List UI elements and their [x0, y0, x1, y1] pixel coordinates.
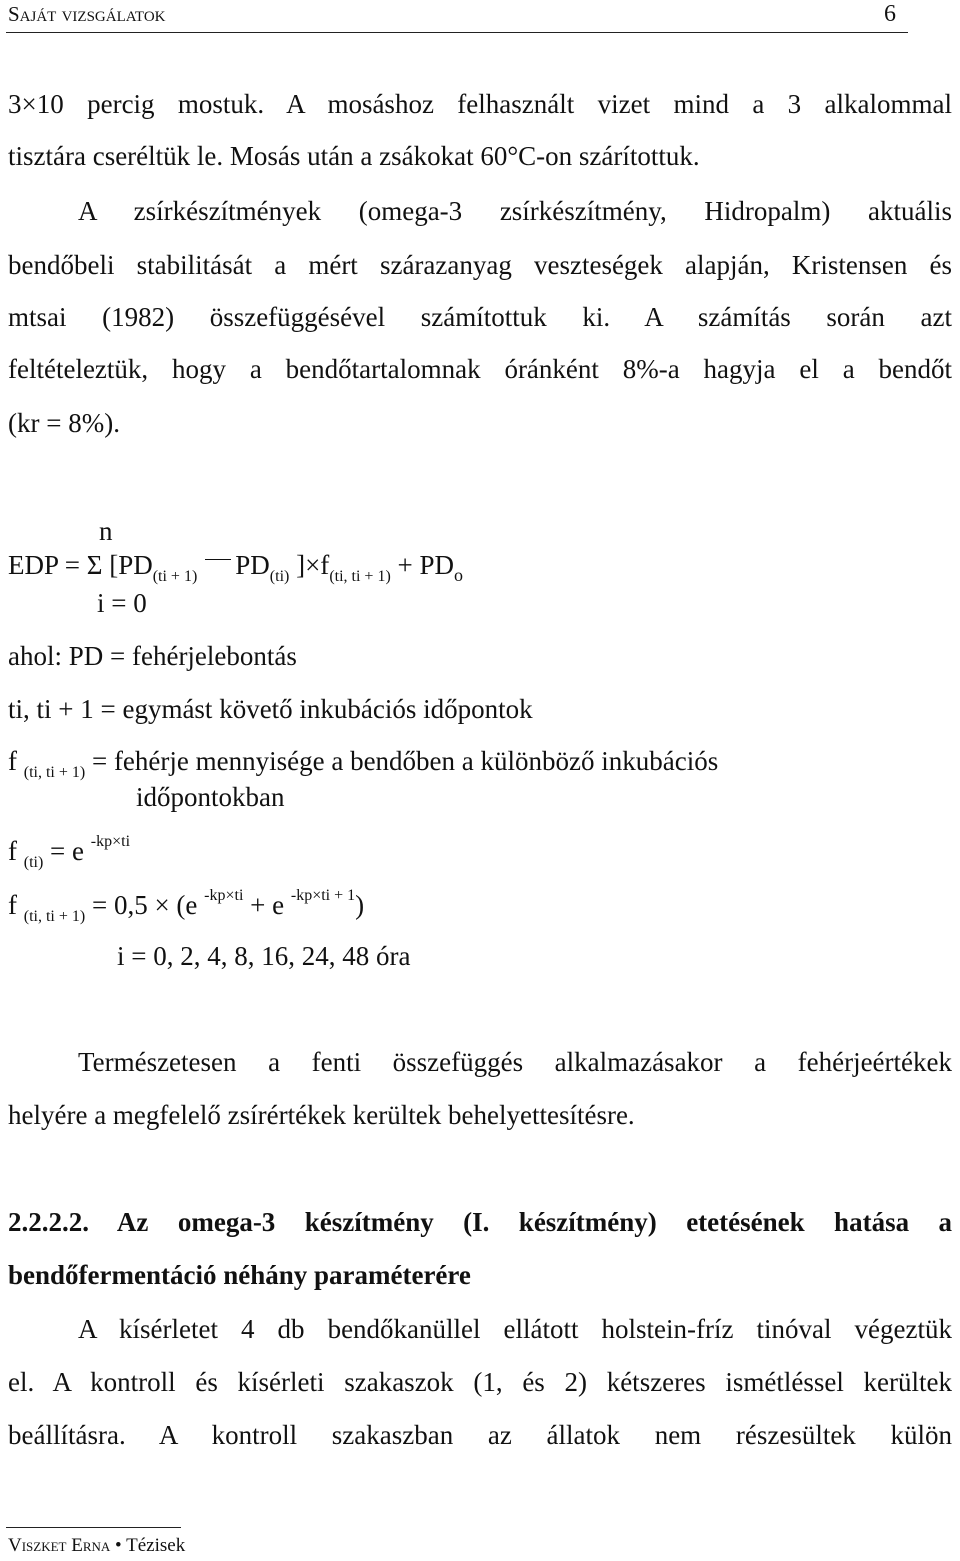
footer-rule: [6, 1527, 181, 1528]
section-heading-line1: 2.2.2.2. Az omega-3 készítmény (I. készítmény) etetésének hatása a: [8, 1207, 952, 1237]
def-fti-sub: (ti): [23, 854, 44, 871]
def-f2-eq: = 0,5 × (e: [85, 890, 205, 920]
para4-line1: A kísérletet 4 db bendőkanüllel ellátott holstein-fríz tinóval végeztük: [78, 1314, 952, 1344]
formula-sub-ti1: (ti + 1): [152, 568, 198, 585]
formula-mid: ]×f: [289, 550, 330, 580]
formula-lhs: EDP = Σ [PD: [8, 550, 153, 580]
para3-line1: Természetesen a fenti összefüggés alkalmazásakor a fehérjeértékek: [78, 1047, 952, 1077]
def-ti: ti, ti + 1 = egymást követő inkubációs időpontok: [8, 694, 533, 724]
def-f2-sup2: -kp×ti + 1: [290, 887, 356, 904]
header-rule: [6, 32, 908, 33]
footer: [8, 1535, 185, 1557]
sum-upper-limit: n: [99, 516, 113, 546]
def-f2-sub: (ti, ti + 1): [23, 908, 86, 925]
def-fti-eq: = e: [43, 836, 91, 866]
def-f-sub: (ti, ti + 1): [23, 764, 86, 781]
formula-pd2: PD: [235, 550, 270, 580]
def-f2: [8, 887, 365, 925]
para2-line3: mtsai (1982) összefüggésével számítottuk ki. A számítás során azt: [8, 302, 952, 332]
para2-line5: (kr = 8%).: [8, 408, 120, 438]
footer-label: Tézisek: [126, 1535, 186, 1556]
def-f2-label: f: [8, 890, 24, 920]
formula-sub-ti-ti1: (ti, ti + 1): [329, 568, 391, 585]
formula-tail: + PD: [390, 550, 455, 580]
def-f2-plus: + e: [243, 890, 291, 920]
para2-line1: A zsírkészítmények (omega-3 zsírkészítmény, Hidropalm) aktuális: [78, 196, 952, 226]
para4-line3: beállításra. A kontroll szakaszban az állatok nem részesültek külön: [8, 1420, 952, 1450]
section-heading-line2: bendőfermentáció néhány paraméterére: [8, 1260, 471, 1290]
para4-line2: el. A kontroll és kísérleti szakaszok (1, és 2) kétszeres ismétléssel kerültek: [8, 1367, 952, 1397]
edp-formula: [8, 550, 464, 585]
para3-line2: helyére a megfelelő zsírértékek kerültek behelyettesítésre.: [8, 1100, 635, 1130]
def-f-label: f: [8, 746, 24, 776]
def-i-values: i = 0, 2, 4, 8, 16, 24, 48 óra: [117, 941, 411, 971]
para1-line1: 3×10 percig mostuk. A mosáshoz felhasznált vizet mind a 3 alkalommal: [8, 89, 952, 119]
def-ahol: ahol: PD = fehérjelebontás: [8, 641, 297, 671]
footer-author: Viszket Erna: [8, 1535, 111, 1556]
para2-line2: bendőbeli stabilitását a mért szárazanyag veszteségek alapján, Kristensen és: [8, 250, 952, 280]
para1-line2: tisztára cseréltük le. Mosás után a zsákokat 60°C-on szárítottuk.: [8, 141, 700, 171]
def-f-text: = fehérje mennyisége a bendőben a különböző inkubációs: [85, 746, 719, 776]
formula-minus-line: [205, 559, 231, 560]
running-header-title: Saját vizsgálatok: [8, 2, 166, 26]
footer-bullet: •: [115, 1535, 122, 1556]
def-f-text-cont: időpontokban: [136, 782, 285, 812]
formula-sub-o: o: [454, 565, 464, 585]
def-f: [8, 746, 719, 781]
def-fti-label: f: [8, 836, 24, 866]
def-f2-sup1: -kp×ti: [204, 887, 244, 904]
def-fti-sup: -kp×ti: [90, 833, 131, 850]
page-number: 6: [884, 1, 896, 27]
def-f2-close: ): [355, 890, 365, 920]
para2-line4: feltételeztük, hogy a bendőtartalomnak óránként 8%-a hagyja el a bendőt: [8, 354, 952, 384]
formula-sub-ti: (ti): [269, 568, 290, 585]
def-fti: [8, 833, 131, 871]
sum-lower-limit: i = 0: [97, 588, 147, 618]
